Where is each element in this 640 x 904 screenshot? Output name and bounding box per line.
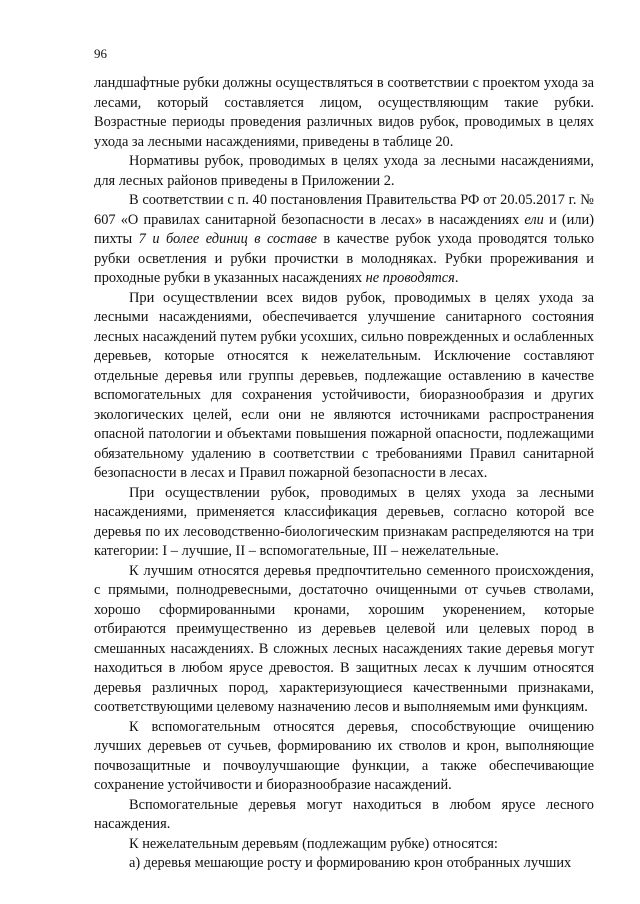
paragraph [94, 562, 594, 718]
paragraph [94, 718, 594, 796]
text-run: К нежелательным деревьям (подлежащим рубке) относятся: [129, 835, 498, 852]
italic-text: ели [524, 211, 544, 228]
paragraph [94, 796, 594, 835]
text-run: в качестве рубок ухода проводятся только рубки осветления и рубки прочистки в молодняках. Рубки прореживания и проходные рубки в указанных насаждениях [94, 231, 595, 286]
text-run: а) деревья мешающие росту и формированию крон отобранных лучших [129, 855, 572, 871]
paragraph [94, 191, 594, 289]
italic-text: не проводятся [365, 270, 455, 286]
text-run: ландшафтные рубки должны осуществляться в соответствии с проектом ухода за лесами, который составляется лицом, осуществляющим такие рубки. Возрастные периоды проведения различных видов рубок, проводимых в целях ухода за лесными насаждениями, приведены в таблице 20. [94, 75, 594, 150]
text-run: Вспомогательные деревья могут находиться в любом ярусе лесного насаждения. [94, 796, 594, 832]
italic-text: 7 и более единиц в составе [138, 231, 317, 247]
paragraph [94, 835, 594, 855]
document-body [94, 74, 594, 874]
text-run: . [454, 270, 459, 286]
paragraph [94, 289, 594, 484]
paragraph [94, 152, 594, 191]
text-run: К вспомогательным относятся деревья, способствующие очищению лучших деревьев от сучьев, формированию их стволов и крон, выполняющие почвозащитные и почвоулучшающие функции, а также обеспечивающие сохранение устойчивости и биоразнообразие насаждений. [94, 718, 594, 793]
text-run: В соответствии с п. 40 постановления Правительства РФ от 20.05.2017 г. № 607 «О правилах санитарной безопасности в лесах» в насаждениях [94, 192, 594, 228]
text-run: Нормативы рубок, проводимых в целях ухода за лесными насаждениями, для лесных районов приведены в Приложении 2. [94, 153, 594, 189]
paragraph [94, 484, 594, 562]
text-run: При осуществлении всех видов рубок, проводимых в целях ухода за лесными насаждениями, обеспечивается улучшение санитарного состояния лесных насаждений путем рубки усохших, сильно поврежденных и ослабленных деревьев, которые относятся к нежелательным. Исключение составляют отдельные деревья или группы деревьев, подлежащие оставлению в качестве вспомогательных для сохранения устойчивости, биоразнообразия и других экологических целей, если они не являются источниками распространения опасной патологии и объектами повышения пожарной опасности, подлежащими обязательному удалению в соответствии с требованиями Правил санитарной безопасности в лесах и Правил пожарной безопасности в лесах. [94, 289, 594, 481]
text-run: К лучшим относятся деревья предпочтительно семенного происхождения, с прямыми, полнодревесными, достаточно очищенными от сучьев стволами, хорошо сформированными кронами, хорошим укоренением, которые отбираются преимущественно из деревьев целевой или целевых пород в смешанных насаждениях. В сложных лесных насаждениях такие деревья могут находиться в любом ярусе древостоя. В защитных лесах к лучшим относятся деревья различных пород, характеризующиеся качественными признаками, соответствующими целевому назначению лесов и выполняемым ими функциям. [94, 562, 594, 715]
paragraph [94, 854, 594, 874]
page-number: 96 [94, 46, 107, 61]
text-run: и (или) пихты [94, 211, 594, 247]
paragraph [94, 74, 594, 152]
text-run: При осуществлении рубок, проводимых в целях ухода за лесными насаждениями, применяется классификация деревьев, согласно которой все деревья по их лесоводственно-биологическим признакам распределяются на три категории: I – лучшие, II – вспомогательные, III – нежелательные. [94, 484, 594, 559]
